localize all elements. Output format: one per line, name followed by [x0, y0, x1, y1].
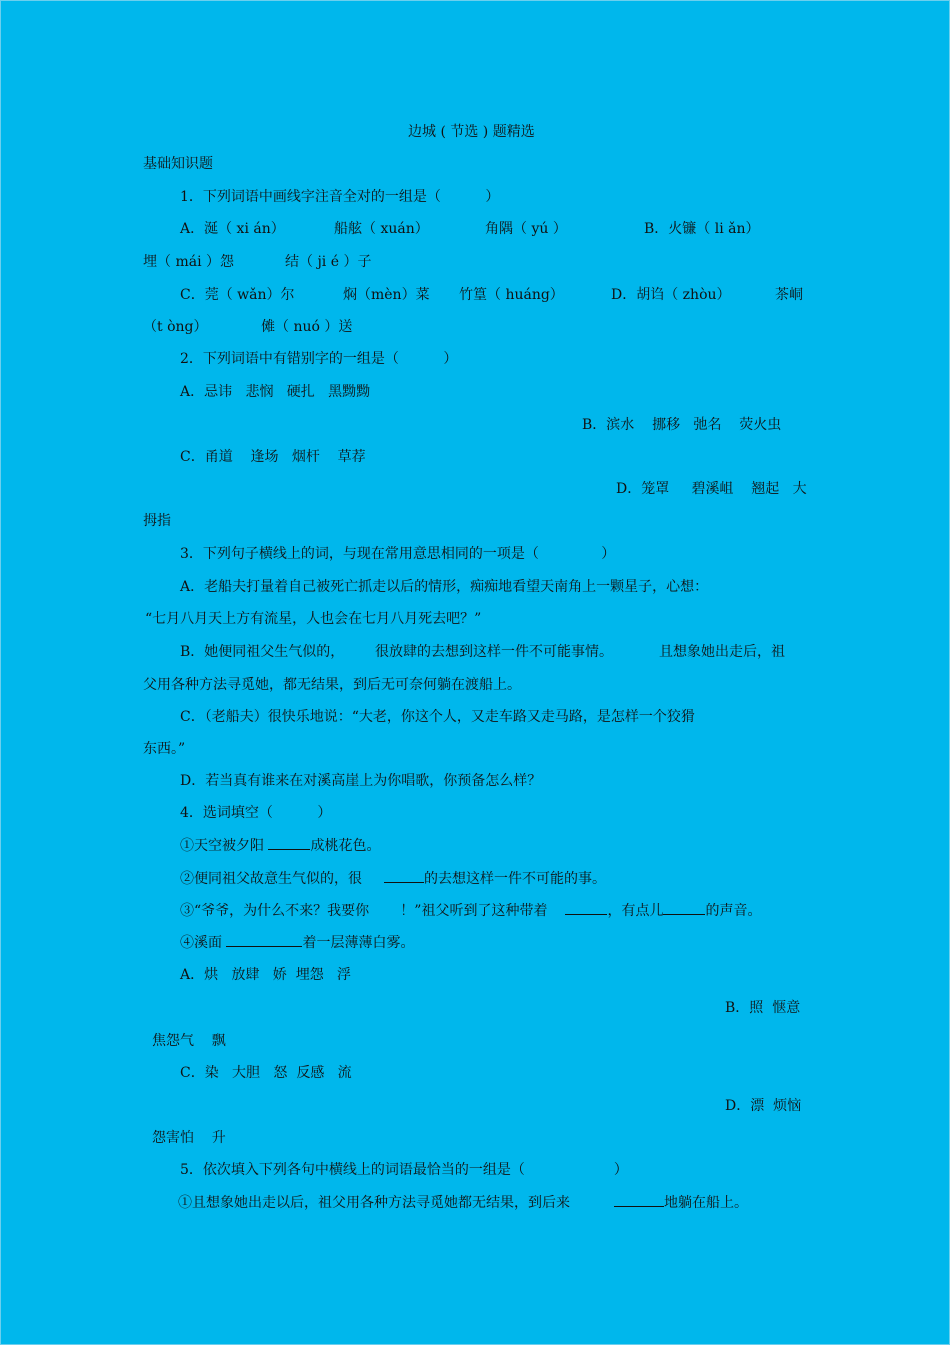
- q4-sentence-4: [180, 934, 414, 952]
- q2-option-c: C．甬道 逢场 烟杆 草荐: [180, 449, 366, 465]
- q4-option-b-cont: 焦怨气 飘: [152, 1033, 226, 1049]
- q4-s1-part1: ①天空被夕阳: [180, 838, 269, 854]
- q4-sentence-2: [180, 870, 606, 888]
- q1-option-c-item3: 竹篁（ huáng）: [459, 287, 564, 303]
- q4-option-b: B．照 惬意: [725, 1000, 801, 1016]
- q1-option-b-item3: 结（ ji é ）子: [285, 254, 372, 270]
- q4-s3-part1: ③“爷爷，为什么不来？我要你 ！”祖父听到了这种带着: [180, 903, 548, 919]
- q5-s1-blank: [614, 1194, 664, 1207]
- question-2-stem: 2．下列词语中有错别字的一组是（ ）: [180, 351, 458, 367]
- q1-option-c-item2: 焖（mèn）菜: [343, 287, 430, 303]
- q1-option-d-item3: 傩（ nuó ）送: [261, 319, 353, 335]
- q1-option-a-item3: 角隅（ yú ）: [485, 221, 567, 237]
- q4-s3-blank1: [565, 902, 607, 915]
- section-heading: 基础知识题: [143, 156, 213, 172]
- q2-option-d-cont: 拇指: [143, 513, 171, 529]
- q2-option-b: B．滨水 挪移 弛名 荧火虫: [582, 417, 782, 433]
- document-title: 边城 ( 节选 ) 题精选: [408, 124, 535, 140]
- q4-s1-blank: [268, 837, 310, 850]
- q1-option-b-item2: 埋（ mái ）怨: [143, 254, 234, 270]
- q2-option-a: A．忌讳 悲悯 硬扎 黑黝黝: [180, 384, 371, 400]
- q1-option-b: B．火镰（ li ǎn）: [644, 221, 760, 237]
- q4-option-c: C．染 大胆 怒 反感 流: [180, 1065, 352, 1081]
- q4-s2-part1: ②便同祖父故意生气似的，很: [180, 871, 362, 887]
- q4-s4-blank: [226, 934, 302, 947]
- q2-option-d: D．笼罩 碧溪岨 翘起 大: [616, 481, 807, 497]
- q4-option-d-cont: 怨害怕 升: [152, 1130, 226, 1146]
- q4-s4-part1: ④溪面: [180, 935, 227, 951]
- q3-option-b-part2: 很放肆的去想到这样一件不可能事情。: [375, 644, 613, 660]
- question-5-stem: 5．依次填入下列各句中横线上的词语最恰当的一组是（ ）: [180, 1162, 628, 1178]
- q5-s1-part1: ①且想象她出走以后，祖父用各种方法寻觅她都无结果，到后来: [178, 1195, 570, 1211]
- question-1-stem: 1．下列词语中画线字注音全对的一组是（ ）: [180, 189, 500, 205]
- q4-s3-part3: 的声音。: [705, 903, 762, 919]
- q1-option-d-item2: 茶峒: [775, 287, 803, 303]
- q3-option-c: C．（老船夫）很快乐地说：“大老，你这个人，又走车路又走马路，是怎样一个狡猾: [180, 709, 695, 725]
- q1-option-c: C．莞（ wǎn）尔: [180, 287, 295, 303]
- q4-s2-blank: [384, 870, 424, 883]
- q4-s1-part2: 成桃花色。: [310, 838, 381, 854]
- q3-option-b: B．她便同祖父生气似的，: [180, 644, 345, 660]
- q1-option-d-cont: （t òng）: [143, 319, 208, 335]
- q1-option-d: D．胡诌（ zhòu）: [611, 287, 731, 303]
- q4-s2-part2: 的去想这样一件不可能的事。: [424, 871, 606, 887]
- q1-option-a: A．涎（ xi án）: [180, 221, 285, 237]
- q4-sentence-3: [180, 902, 761, 920]
- q3-option-c-cont: 东西。”: [143, 741, 186, 757]
- q3-option-b-cont: 父用各种方法寻觅她，都无结果，到后无可奈何躺在渡船上。: [143, 677, 521, 693]
- q3-option-b-part3: 且想象她出走后，祖: [659, 644, 785, 660]
- question-4-stem: 4．选词填空（ ）: [180, 805, 332, 821]
- q4-option-d: D．漂 烦恼: [725, 1098, 802, 1114]
- q3-option-a: A．老船夫打量着自己被死亡抓走以后的情形，痴痴地看望天南角上一颗星子，心想：: [180, 579, 709, 595]
- q1-option-a-item2: 船舷（ xuán）: [334, 221, 429, 237]
- question-3-stem: 3．下列句子横线上的词，与现在常用意思相同的一项是（ ）: [180, 546, 616, 562]
- q4-s3-part2: ，有点儿: [607, 903, 664, 919]
- q3-option-d: D．若当真有谁来在对溪高崖上为你唱歌，你预备怎么样？: [180, 773, 542, 789]
- q4-option-a: A．烘 放肆 娇 埋怨 浮: [180, 967, 352, 983]
- q4-s4-part2: 着一层薄薄白雾。: [302, 935, 415, 951]
- q5-s1-part2: 地躺在船上。: [664, 1195, 748, 1211]
- q4-sentence-1: [180, 837, 380, 855]
- q5-sentence-1: [178, 1194, 748, 1212]
- q4-s3-blank2: [663, 902, 705, 915]
- q3-option-a-cont: “七月八月天上方有流星，人也会在七月八月死去吧？”: [145, 611, 482, 627]
